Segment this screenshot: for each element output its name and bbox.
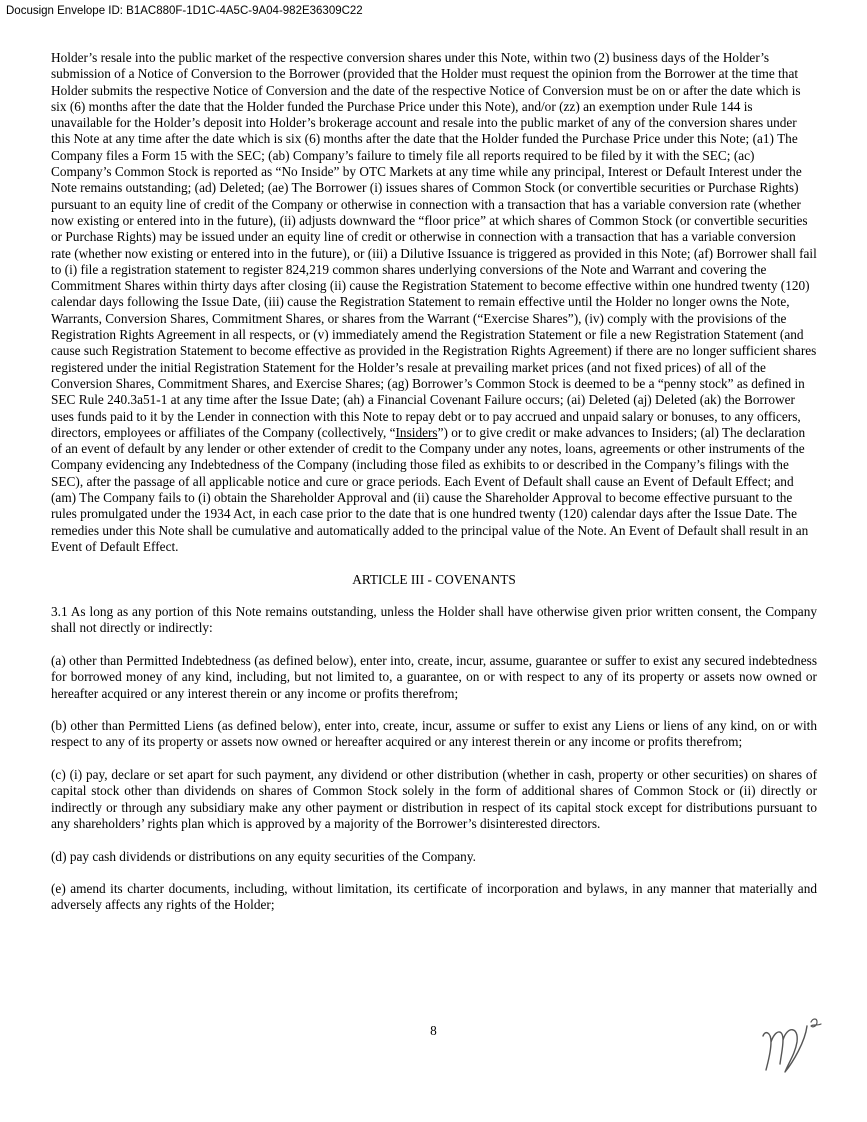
events-of-default-paragraph [51, 50, 817, 555]
insiders-term: Insiders [395, 424, 438, 440]
document-body [51, 50, 817, 930]
clause-e: (e) amend its charter documents, including, without limitation, its certificate of incorporation and bylaws, in any manner that materially and adversely affects any rights of the Holder; [51, 881, 817, 913]
intro-text-part2: ”) or to give credit or make advances to Insiders; (al) The declaration of an event of default by any lender or other extender of credit to the Company under any notes, loans, agreements or other instruments of the Company evidencing any Indebtedness of the Company (including those filed as exhibits to or described in the Company’s filings with the SEC), after the passage of all applicable notice and cure or grace periods. Each Event of Default shall cause an Event of Default Effect; and (am) The Company fails to (i) obtain the Shareholder Approval and (ii) cause the Shareholder Approval to become effective pursuant to the rules promulgated under the 1934 Act, in each case prior to the date that is one hundred twenty (120) calendar days after the Issue Date. The remedies under this Note shall be cumulative and automatically added to the principal value of the Note. An Event of Default shall result in an Event of Default Effect. [51, 424, 809, 554]
intro-text-part1: Holder’s resale into the public market of the respective conversion shares under this Note, within two (2) business days of the Holder’s submission of a Notice of Conversion to the Borrower (provided that the Holder must request the opinion from the Borrower at the time that Holder submits the respective Notice of Conversion and the date of the respective Notice of Conversion must be on or after the date which is six (6) months after the date that the Holder funded the Purchase Price under this Note), and/or (zz) an exemption under Rule 144 is unavailable for the Holder’s deposit into Holder’s brokerage account and resale into the public market of any of the conversion shares under this Note at any time after the date which is six (6) months after the date that the Holder funded the Purchase Price under this Note; (a1) The Company files a Form 15 with the SEC; (ab) Company’s failure to timely file all reports required to be filed by it with the SEC; (ac) Company’s Common Stock is reported as “No Inside” by OTC Markets at any time while any principal, Interest or Default Interest under the Note remains outstanding; (ad) Deleted; (ae) The Borrower (i) issues shares of Common Stock (or convertible securities or Purchase Rights) pursuant to an equity line of credit of the Company or otherwise in connection with a transaction that has a variable conversion rate (whether now existing or entered into in the future), (ii) adjusts downward the “floor price” at which shares of Common Stock (or convertible securities or Purchase Rights) may be issued under an equity line of credit or otherwise in connection with a transaction that has a variable conversion rate (whether now existing or entered into in the future), or (iii) a Dilutive Issuance is triggered as provided in this Note; (af) Borrower shall fail to (i) file a registration statement to register 824,219 common shares underlying conversions of the Note and Warrant and covering the Commitment Shares within thirty days after closing (ii) cause the Registration Statement to become effective within one hundred twenty (120) calendar days following the Issue Date, (iii) cause the Registration Statement to remain effective until the Holder no longer owns the Note, Warrants, Conversion Shares, Commitment Shares, or shares from the Warrant (“Exercise Shares”), (iv) comply with the provisions of the Registration Rights Agreement in all respects, or (v) immediately amend the Registration Statement or file a new Registration Statement (and cause such Registration Statement to become effective as provided in the Registration Rights Agreement) if there are no longer sufficient shares registered under the initial Registration Statement for the Holder’s resale at prevailing market prices (and not fixed prices) of all of the Conversion Shares, Commitment Shares, and Exercise Shares; (ag) Borrower’s Common Stock is deemed to be a “penny stock” as defined in SEC Rule 240.3a51-1 at any time after the Issue Date; (ah) a Financial Covenant Failure occurs; (ai) Deleted (aj) Deleted (ak) the Borrower uses funds paid to it by the Lender in connection with this Note to repay debt or to pay accrued and unpaid salary or bonuses, to any officers, directors, employees or affiliates of the Company (collectively, “ [51, 50, 817, 440]
clause-b: (b) other than Permitted Liens (as defined below), enter into, create, incur, assume or suffer to exist any Liens or liens of any kind, on or with respect to any of its property or assets now owned or hereafter acquired or any interest therein or any income or profits therefrom; [51, 718, 817, 750]
clause-d: (d) pay cash dividends or distributions on any equity securities of the Company. [51, 848, 476, 864]
article-heading: ARTICLE III - COVENANTS [352, 571, 516, 587]
page-number: 8 [430, 1023, 437, 1038]
envelope-id: Docusign Envelope ID: B1AC880F-1D1C-4A5C-9A04-982E36309C22 [6, 5, 363, 17]
section-3-1: 3.1 As long as any portion of this Note remains outstanding, unless the Holder shall have otherwise given prior written consent, the Company shall not directly or indirectly: [51, 604, 817, 636]
clause-c: (c) (i) pay, declare or set apart for such payment, any dividend or other distribution (whether in cash, property or other securities) on shares of capital stock other than dividends on shares of Common Stock solely in the form of additional shares of Common Stock or (ii) directly or indirectly or through any subsidiary make any other payment or distribution in respect of its capital stock except for distributions pursuant to any shareholders’ rights plan which is approved by a majority of the Borrower’s disinterested directors. [51, 767, 817, 831]
initials-signature-icon [755, 1012, 827, 1078]
clause-a: (a) other than Permitted Indebtedness (as defined below), enter into, create, incur, assume, guarantee or suffer to exist any secured indebtedness for borrowed money of any kind, including, but not limited to, a guarantee, on or with respect to any of its property or assets now owned or hereafter acquired or any interest therein or any income or profits therefrom; [51, 652, 817, 701]
